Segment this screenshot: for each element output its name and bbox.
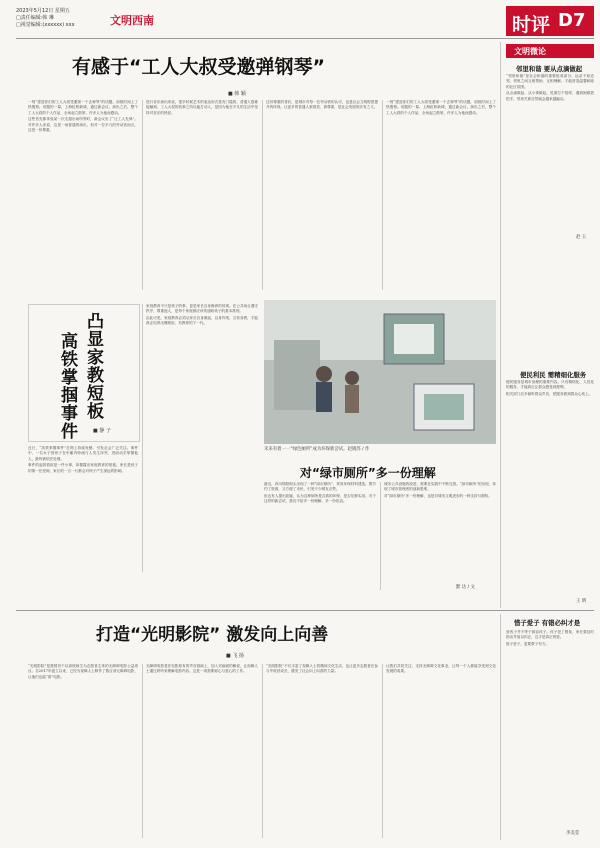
bottom-article-col-1	[28, 664, 138, 840]
column-header-label: 文明微论	[514, 47, 546, 56]
main-article-col-3	[266, 100, 378, 300]
page-number: D7	[558, 10, 586, 31]
news-photo	[264, 300, 496, 444]
bottom-article-col-4	[386, 664, 496, 840]
main-paragraph: 这些首先都体验某一次走超出场所等时，新会议出了“让工人先弹”。对许多人来说，这是一场普通的演出，但对一位平凡的劳动者而言，这是一份尊重。	[28, 117, 138, 133]
side-title-line-2: 高铁掌掴事件	[61, 332, 78, 442]
right-item-body	[506, 380, 594, 598]
right-item-title: 便民利民 需精细化服务	[520, 371, 587, 379]
column-divider	[142, 664, 143, 838]
check-line: □视觉编辑:(xxxxxx) xxx	[16, 22, 75, 28]
right-item-byline: 李美莹	[566, 831, 580, 836]
right-item-byline: 赵 玉	[576, 235, 587, 240]
column-divider	[262, 100, 263, 290]
toilet-headline: 对“绿市厕所”多一份理解	[300, 466, 436, 480]
main-byline-text: 韩 颖	[234, 91, 246, 97]
bottom-article-col-2	[146, 664, 258, 840]
right-item-paragraph: 惜子爱子，更要教子有方。	[506, 641, 550, 646]
paper-logo: 文明西南	[110, 14, 154, 27]
column-divider	[380, 482, 381, 590]
bottom-article-col-3	[266, 664, 378, 840]
side-byline-text: 静 子	[99, 428, 111, 434]
main-headline: 有感于“工人大叔受邀弹钢琴”	[72, 56, 325, 78]
main-article-col-2	[146, 100, 258, 300]
side-article-body-2	[146, 304, 258, 572]
column-divider	[142, 304, 143, 572]
column-divider	[142, 100, 143, 290]
photo-caption: 未来有着一一“绿色厕所”成为环保新尝试。赵晓苏 / 作	[264, 447, 370, 452]
side-title-line-1: 凸显家教短板	[87, 312, 104, 422]
column-divider	[382, 100, 383, 290]
right-column-divider	[500, 42, 501, 608]
column-header	[506, 44, 594, 58]
side-article-body	[28, 446, 138, 572]
section-rule	[16, 610, 594, 611]
bottom-byline-text: 飞 扬	[232, 653, 244, 659]
column-divider	[262, 664, 263, 838]
bottom-paragraph: 让我们共同关注、支持无障碍文化事业，让每一个人都能享受到文化发展的成果。	[386, 664, 496, 674]
column-divider	[382, 664, 383, 838]
masthead-rule	[16, 38, 594, 39]
main-article-col-4	[386, 100, 496, 300]
side-paragraph: 由此可见，家庭教育必须从家长自身做起，以身作则，言传身教，才能真正培养出懂规矩、有教养的下一代。	[146, 315, 258, 326]
bottom-paragraph: 无障碍电影是在电影原有的声音基础上，加入对画面的解说，让视障人士通过聆听来理解电影内容。这是一项需要耐心与爱心的工作。	[146, 664, 258, 674]
side-article-title-box	[28, 304, 140, 442]
toilet-paragraph: 但也有人提出质疑，认为这种厕所是否真的环保、是否足够实用。对于这样的新尝试，我们不妨多一份理解，多一份包容。	[264, 493, 376, 504]
toilet-paragraph: 最近，四川绵阳街头出现了一种“绿市厕所”，采用环保材料建造，既节约了资源，又方便了市民，引发不少网友点赞。	[264, 482, 376, 492]
bottom-byline: ■ 飞 扬	[226, 653, 244, 659]
bottom-paragraph: “光明影院”不仅丰富了视障人士的精神文化生活，也让更多志愿者在参与中收获成长，激发了社会向上向善的力量。	[266, 664, 378, 674]
section-banner	[506, 6, 594, 36]
main-article-col-1	[28, 100, 138, 300]
right-item-byline: 王 明	[576, 599, 587, 604]
toilet-paragraph: 对“绿市厕所”多一份理解，也是对城市文明进步的一种支持与期待。	[384, 493, 492, 498]
editor-line: □责任编辑:韩 琳	[16, 15, 54, 21]
date-line: 2023年5月12日 星期五	[16, 8, 70, 14]
right-item-paragraph: 便民服务是城市治理的重要内容。只有精细化、人性化的服务，才能真正让群众感受到便利。	[506, 380, 594, 390]
toilet-article-col-2	[384, 482, 496, 582]
toilet-article-col-1	[264, 482, 376, 592]
right-item-paragraph: 从点滴做起，从小事做起，见面打个招呼，遇到困难搭把手，邻里关系自然就会越来越融洽。	[506, 91, 594, 101]
right-item-paragraph: “邻里和谐”是社会和谐的重要组成部分。远亲不如近邻，邻里之间互相帮助、互相理解，才能营造温馨和睦的社区氛围。	[506, 74, 594, 89]
right-item-title: 惜子爱子 有错必纠才是	[514, 619, 581, 627]
right-column-divider	[500, 614, 501, 840]
side-paragraph: 近日，“高铁掌掴事件”在网上持续发酵，引发社会广泛关注。事件中，一名女子因孩子在车厢内吵闹与人发生冲突，进而动手掌掴他人，最终被依法处理。	[28, 446, 138, 461]
section-title: 时评	[512, 14, 551, 36]
side-paragraph: 家庭教育不只是孩子的事，更是家长自身修养的体现。在公共场合遵守秩序、尊重他人，是每个家庭都应该传递给孩子的基本准则。	[146, 304, 258, 314]
bottom-paragraph: “光明影院”是我国首个以高校师生为志愿者主体的无障碍电影公益项目。自2017年创立以来，已经为视障人士制作了数百部无障碍电影，让他们也能“看”电影。	[28, 664, 138, 679]
right-item-body	[506, 74, 594, 232]
photo-illustration	[264, 300, 496, 444]
side-byline: ■ 静 子	[93, 428, 111, 434]
toilet-paragraph: 城市公共设施的改进，需要在实践中不断完善。“绿市厕所”的出现，体现了城市管理者的创新思维。	[384, 482, 496, 492]
right-item-title: 邻里和谐 要从点滴做起	[516, 65, 583, 73]
main-byline: ■ 韩 颖	[228, 91, 246, 97]
right-item-paragraph: 相关部门应多倾听群众声音，把服务做到群众心坎上。	[506, 391, 593, 396]
main-paragraph: 这份尊重的背后，是城市对每一位劳动者的认可，也是社会文明程度提升的体现。让更多的普通人被看见、被尊重，是社会发展的应有之义。	[266, 100, 378, 110]
bottom-headline: 打造“光明影院” 激发向上向善	[96, 625, 329, 645]
main-paragraph: 一则“建造你们的工人大叔受邀第一个去弹琴”的话题，前段时间上了热搜榜。话题的一幕，上海虹桥新城，通过新会议，演出之后，整个工人大叔的个人作品，全场起立鼓掌，许多人为他而感动。	[386, 100, 496, 115]
main-paragraph: 进行音乐演出来说，很多时候艺术的表达形式是有门槛的，普通人很难接触到。工人大叔的故事之所以能打动人，是因为他在平凡的生活中坚持对音乐的热爱。	[146, 100, 258, 115]
toilet-byline: 默 达 / 文	[456, 585, 475, 590]
main-paragraph: 一则“建造你们的工人大叔受邀第一个去弹琴”的话题，前段时间上了热搜榜。话题的一幕，上海虹桥新城，通过新会议，演出之后，整个工人大叔的个人作品，全场起立鼓掌，许多人为他而感动。	[28, 100, 138, 115]
right-item-body	[506, 630, 594, 826]
right-item-paragraph: 爱孩子并不等于纵容孩子。孩子犯了错误，家长要及时指出并加以纠正，这才是真正的爱。	[506, 630, 594, 640]
side-paragraph: 事件的起因看似是一件小事，却暴露出家庭教育的短板。家长是孩子的第一任老师，家长的一言一行都会对孩子产生深远的影响。	[28, 463, 138, 473]
